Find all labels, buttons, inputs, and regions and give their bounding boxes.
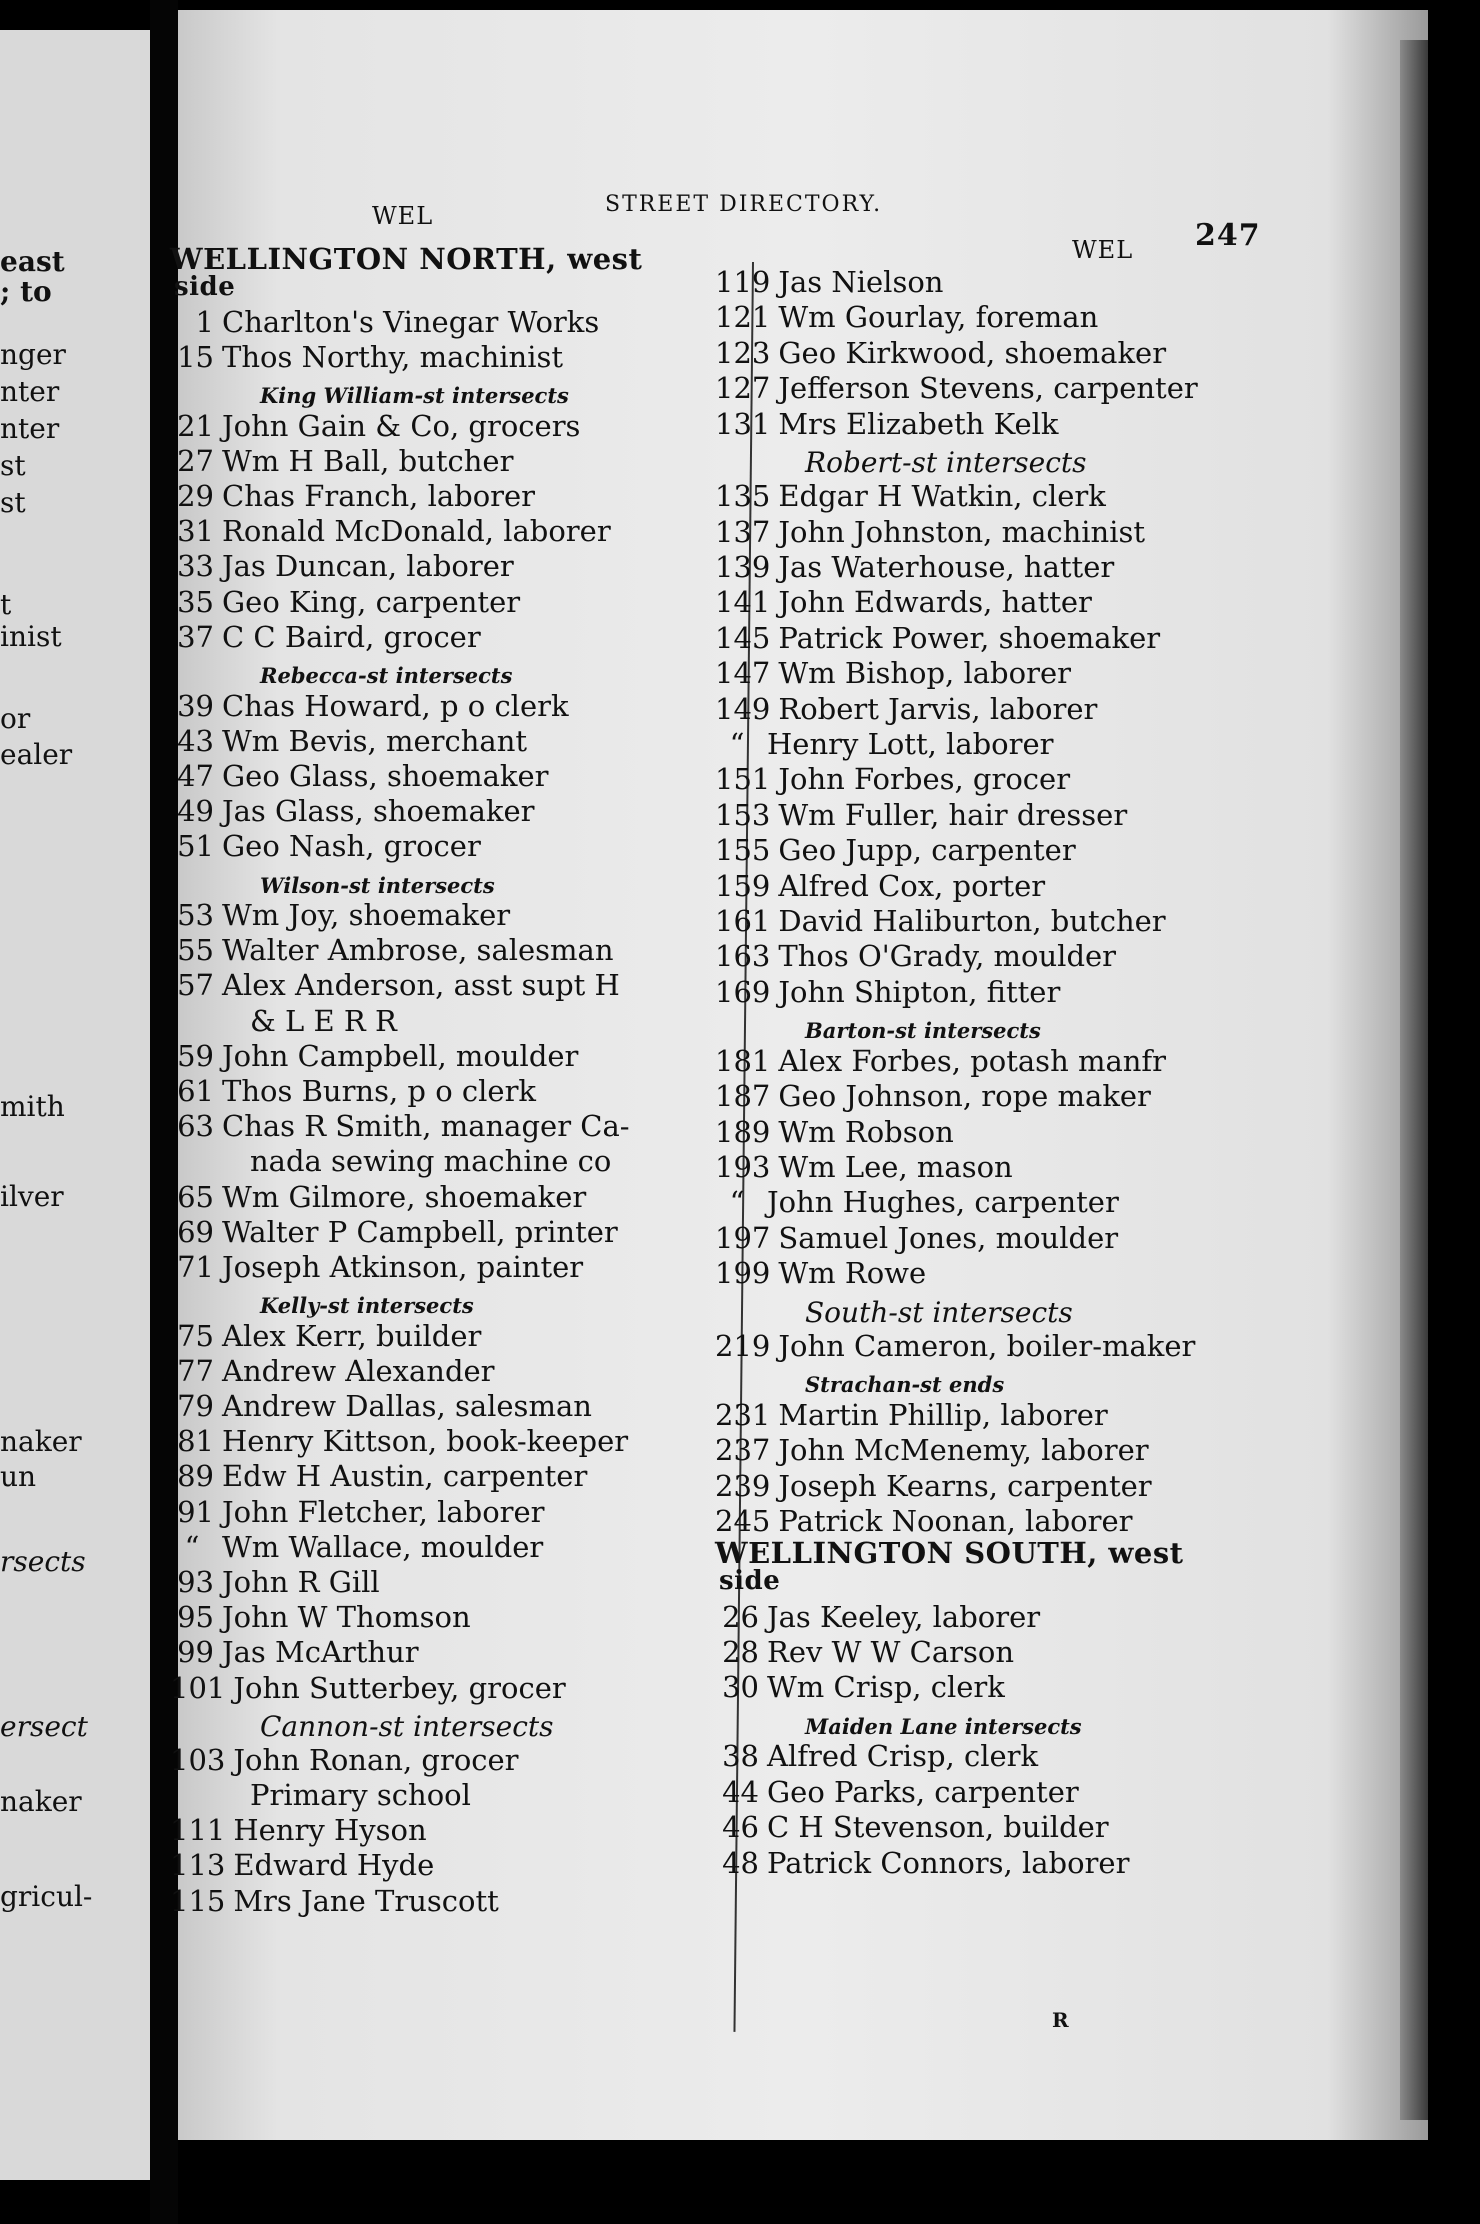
directory-entry (170, 1459, 587, 1493)
directory-entry (170, 1565, 380, 1599)
house-number: 137 (715, 514, 771, 549)
resident-name-occupation: John McMenemy, laborer (778, 1433, 1149, 1468)
street-heading-side: side (174, 272, 236, 302)
house-number: 239 (715, 1468, 771, 1503)
directory-entry (715, 515, 1145, 549)
entry-continuation: nada sewing machine co (250, 1144, 612, 1179)
directory-entry (170, 1215, 618, 1249)
resident-name-occupation: Jas McArthur (222, 1635, 419, 1670)
house-number: 237 (715, 1433, 771, 1468)
resident-name-occupation: Chas Franch, laborer (222, 479, 536, 514)
directory-entry (715, 762, 1070, 796)
resident-name-occupation: John Gain & Co, grocers (222, 408, 581, 443)
left-page-fragment: nter (0, 375, 60, 408)
resident-name-occupation: Wm Joy, shoemaker (222, 897, 511, 932)
directory-entry (715, 1044, 1166, 1078)
directory-entry (170, 1319, 481, 1353)
house-number: 113 (170, 1848, 226, 1883)
left-page-fragment: mith (0, 1090, 65, 1123)
resident-name-occupation: Wm Bishop, laborer (778, 656, 1071, 691)
left-page-fragment: t (0, 588, 12, 621)
left-page-fragment: gricul- (0, 1880, 93, 1913)
resident-name-occupation: Ronald McDonald, laborer (222, 514, 611, 549)
directory-entry (715, 371, 1198, 405)
house-number: 169 (715, 974, 771, 1009)
house-number: 61 (177, 1073, 214, 1108)
directory-entry (170, 1250, 583, 1284)
directory-entry (715, 621, 1160, 655)
directory-entry (170, 1495, 545, 1529)
resident-name-occupation: Jas Waterhouse, hatter (778, 549, 1115, 584)
house-number: 199 (715, 1256, 771, 1291)
directory-entry (170, 1389, 592, 1423)
left-page-fragment: st (0, 486, 26, 519)
house-number: 28 (722, 1634, 759, 1669)
cross-street-note: King William-st intersects (260, 383, 569, 409)
house-number: 103 (170, 1742, 226, 1777)
house-number: 159 (715, 868, 771, 903)
house-number: 33 (177, 549, 214, 584)
house-number: 43 (177, 723, 214, 758)
street-heading-title: WELLINGTON NORTH, west (170, 242, 643, 276)
resident-name-occupation: David Haliburton, butcher (778, 903, 1166, 938)
house-number: 119 (715, 265, 771, 299)
resident-name-occupation: Andrew Alexander (222, 1353, 495, 1388)
house-number: “ (729, 1185, 745, 1220)
house-number: 139 (715, 549, 771, 584)
left-page-fragment: nter (0, 412, 60, 445)
running-head-title: STREET DIRECTORY. (605, 192, 883, 217)
house-number: 161 (715, 903, 771, 938)
house-number: 231 (715, 1397, 771, 1432)
cross-street-note: South-st intersects (805, 1295, 1073, 1329)
left-page-fragment: un (0, 1460, 37, 1493)
directory-entry (715, 869, 1045, 903)
resident-name-occupation: Chas Howard, p o clerk (222, 688, 569, 723)
directory-entry (170, 898, 510, 932)
directory-entry (170, 1074, 536, 1108)
directory-entry (715, 833, 1076, 867)
left-facing-page-fragment (0, 30, 150, 2180)
resident-name-occupation: Edgar H Watkin, clerk (778, 479, 1106, 514)
street-heading (170, 242, 643, 302)
resident-name-occupation: Jas Duncan, laborer (222, 549, 514, 584)
directory-entry (170, 829, 481, 863)
resident-name-occupation: Martin Phillip, laborer (778, 1397, 1108, 1432)
house-number: 48 (722, 1845, 759, 1880)
house-number: 47 (177, 758, 214, 793)
directory-entry (170, 968, 620, 1002)
house-number: 77 (177, 1353, 214, 1388)
resident-name-occupation: Geo Johnson, rope maker (778, 1079, 1151, 1114)
resident-name-occupation: Chas R Smith, manager Ca- (222, 1109, 630, 1144)
resident-name-occupation: Alex Anderson, asst supt H (222, 968, 620, 1003)
directory-entry (170, 724, 527, 758)
house-number: 123 (715, 335, 771, 370)
house-number: 91 (177, 1494, 214, 1529)
resident-name-occupation: Thos Burns, p o clerk (222, 1073, 537, 1108)
directory-entry (715, 1433, 1149, 1467)
directory-entry (170, 759, 549, 793)
house-number: 245 (715, 1504, 771, 1538)
house-number: 95 (177, 1600, 214, 1635)
resident-name-occupation: John Fletcher, laborer (222, 1494, 545, 1529)
house-number: 131 (715, 406, 771, 441)
directory-entry (170, 1813, 427, 1847)
street-heading-title: WELLINGTON SOUTH, west (715, 1536, 1184, 1571)
resident-name-occupation: Robert Jarvis, laborer (778, 691, 1098, 726)
house-number: 27 (177, 443, 214, 478)
left-page-fragment: ilver (0, 1180, 64, 1213)
house-number: 181 (715, 1043, 771, 1078)
resident-name-occupation: Jas Keeley, laborer (767, 1599, 1041, 1634)
house-number: 30 (722, 1670, 759, 1705)
resident-name-occupation: Alfred Cox, porter (778, 868, 1046, 903)
house-number: 101 (170, 1670, 226, 1705)
house-number: 29 (177, 479, 214, 514)
resident-name-occupation: Thos O'Grady, moulder (778, 939, 1117, 974)
resident-name-occupation: Samuel Jones, moulder (778, 1220, 1119, 1255)
directory-entry (170, 409, 580, 443)
house-number: 219 (715, 1328, 771, 1363)
directory-entry (170, 1635, 419, 1669)
directory-entry (715, 1504, 1133, 1538)
directory-entry (170, 1354, 495, 1388)
resident-name-occupation: Wm Wallace, moulder (222, 1529, 544, 1564)
directory-entry (170, 585, 520, 619)
directory-entry (170, 1884, 499, 1918)
left-page-fragment: or (0, 702, 31, 735)
resident-name-occupation: John Johnston, machinist (778, 514, 1146, 549)
resident-name-occupation: C H Stevenson, builder (767, 1810, 1109, 1845)
house-number: 189 (715, 1114, 771, 1149)
resident-name-occupation: Rev W W Carson (767, 1634, 1015, 1669)
directory-entry (715, 692, 1097, 726)
left-page-fragment: nger (0, 338, 66, 371)
house-number: 149 (715, 691, 771, 726)
resident-name-occupation: Jas Nielson (778, 265, 944, 299)
resident-name-occupation: Mrs Elizabeth Kelk (778, 406, 1059, 441)
house-number: 141 (715, 585, 771, 620)
resident-name-occupation: Andrew Dallas, salesman (222, 1389, 592, 1423)
entry-continuation: Primary school (250, 1777, 471, 1812)
house-number: 49 (177, 794, 214, 829)
street-heading (715, 1536, 1184, 1597)
directory-entry (715, 1600, 1040, 1634)
house-number: 121 (715, 300, 771, 335)
directory-entry (170, 1671, 566, 1705)
running-head-left: WEL (372, 202, 434, 230)
house-number: 71 (177, 1249, 214, 1284)
directory-entry (170, 305, 599, 339)
house-number: 21 (177, 408, 214, 443)
resident-name-occupation: Henry Lott, laborer (767, 726, 1054, 761)
cross-street-note: Wilson-st intersects (260, 872, 495, 898)
left-page-fragment: inist (0, 620, 62, 653)
directory-entry (170, 620, 481, 654)
house-number: 31 (177, 514, 214, 549)
directory-entry (170, 479, 535, 513)
house-number: 115 (170, 1883, 226, 1918)
resident-name-occupation: Mrs Jane Truscott (233, 1883, 499, 1918)
house-number: 1 (195, 304, 214, 339)
left-page-fragment: east (0, 245, 65, 278)
directory-entry (715, 1670, 1005, 1704)
resident-name-occupation: Henry Kittson, book-keeper (222, 1424, 629, 1459)
resident-name-occupation: John Edwards, hatter (778, 585, 1092, 620)
house-number: 15 (177, 340, 214, 375)
directory-entry (715, 1846, 1129, 1880)
resident-name-occupation: John W Thomson (222, 1600, 471, 1635)
resident-name-occupation: Geo Parks, carpenter (767, 1774, 1079, 1809)
house-number: 59 (177, 1038, 214, 1073)
house-number: 57 (177, 968, 214, 1003)
directory-entry (715, 300, 1098, 334)
resident-name-occupation: Jas Glass, shoemaker (222, 794, 535, 829)
page-number: 247 (1195, 218, 1261, 253)
directory-entry (715, 479, 1106, 513)
house-number: 38 (722, 1739, 759, 1774)
cross-street-note: Strachan-st ends (805, 1372, 1005, 1398)
house-number: 151 (715, 762, 771, 797)
directory-entry (170, 1039, 578, 1073)
directory-entry (715, 1079, 1151, 1113)
directory-entry (715, 336, 1166, 370)
resident-name-occupation: Alfred Crisp, clerk (767, 1739, 1039, 1774)
directory-entry (715, 1810, 1109, 1844)
resident-name-occupation: Wm Bevis, merchant (222, 723, 528, 758)
directory-entry (170, 1600, 471, 1634)
resident-name-occupation: John Campbell, moulder (222, 1038, 579, 1073)
house-number: 65 (177, 1179, 214, 1214)
resident-name-occupation: John Forbes, grocer (778, 762, 1071, 797)
house-number: 75 (177, 1318, 214, 1353)
resident-name-occupation: Geo Glass, shoemaker (222, 758, 549, 793)
resident-name-occupation: John Ronan, grocer (233, 1742, 519, 1777)
directory-entry (715, 1739, 1038, 1773)
resident-name-occupation: Walter P Campbell, printer (222, 1214, 618, 1249)
directory-entry (715, 939, 1116, 973)
resident-name-occupation: Geo King, carpenter (222, 584, 521, 619)
directory-entry (715, 1221, 1118, 1255)
resident-name-occupation: Wm Gilmore, shoemaker (222, 1179, 587, 1214)
house-number: 55 (177, 933, 214, 968)
resident-name-occupation: Wm Fuller, hair dresser (778, 797, 1128, 832)
house-number: 187 (715, 1079, 771, 1114)
house-number: “ (184, 1529, 200, 1564)
resident-name-occupation: Wm Robson (778, 1114, 954, 1149)
resident-name-occupation: Edw H Austin, carpenter (222, 1459, 588, 1494)
resident-name-occupation: Geo Kirkwood, shoemaker (778, 335, 1167, 370)
cross-street-note: Robert-st intersects (805, 446, 1087, 479)
house-number: 51 (177, 829, 214, 864)
resident-name-occupation: Walter Ambrose, salesman (222, 933, 614, 968)
directory-entry (715, 1775, 1079, 1809)
entry-continuation: & L E R R (250, 1003, 397, 1038)
street-heading-side: side (719, 1566, 781, 1597)
left-page-fragment: ersect (0, 1710, 88, 1743)
cross-street-note: Barton-st intersects (805, 1018, 1041, 1044)
directory-entry (715, 550, 1114, 584)
house-number: 39 (177, 688, 214, 723)
resident-name-occupation: Patrick Connors, laborer (767, 1845, 1130, 1880)
directory-entry (170, 794, 535, 828)
directory-entry (715, 265, 943, 299)
directory-entry (715, 1185, 1119, 1219)
house-number: 46 (722, 1810, 759, 1845)
directory-entry (170, 1109, 630, 1143)
directory-entry (170, 1848, 434, 1882)
resident-name-occupation: Wm Gourlay, foreman (778, 300, 1099, 335)
directory-entry (715, 1256, 926, 1290)
house-number: “ (729, 726, 745, 761)
directory-entry (715, 975, 1060, 1009)
left-page-fragment: naker (0, 1425, 82, 1458)
directory-entry (715, 1635, 1014, 1669)
left-page-fragment: st (0, 449, 26, 482)
house-number: 155 (715, 833, 771, 868)
running-head-right: WEL (1072, 236, 1134, 264)
directory-entry (715, 727, 1054, 761)
resident-name-occupation: Joseph Atkinson, painter (222, 1249, 584, 1284)
house-number: 153 (715, 797, 771, 832)
directory-entry (715, 1150, 1013, 1184)
resident-name-occupation: Geo Nash, grocer (222, 829, 481, 864)
directory-entry (170, 340, 563, 374)
house-number: 193 (715, 1150, 771, 1184)
resident-name-occupation: Joseph Kearns, carpenter (778, 1468, 1152, 1503)
resident-name-occupation: John Hughes, carpenter (767, 1185, 1119, 1220)
house-number: 79 (177, 1389, 214, 1423)
resident-name-occupation: C C Baird, grocer (222, 619, 481, 654)
house-number: 163 (715, 939, 771, 974)
resident-name-occupation: Patrick Power, shoemaker (778, 620, 1161, 655)
directory-entry (715, 904, 1166, 938)
directory-entry (715, 1115, 954, 1149)
house-number: 93 (177, 1565, 214, 1599)
cross-street-note: Maiden Lane intersects (805, 1713, 1082, 1739)
directory-entry (170, 933, 614, 967)
directory-entry (170, 1180, 586, 1214)
house-number: 44 (722, 1774, 759, 1809)
resident-name-occupation: Wm H Ball, butcher (222, 443, 514, 478)
signature-mark: R (1052, 2008, 1069, 2032)
resident-name-occupation: Wm Rowe (778, 1256, 927, 1291)
directory-entry (715, 1329, 1195, 1363)
directory-entry (715, 585, 1092, 619)
house-number: 111 (170, 1813, 226, 1848)
house-number: 99 (177, 1635, 214, 1670)
directory-entry (170, 1530, 543, 1564)
house-number: 127 (715, 371, 771, 406)
resident-name-occupation: Charlton's Vinegar Works (222, 304, 600, 339)
directory-entry (170, 689, 569, 723)
directory-entry (170, 444, 513, 478)
directory-entry (715, 798, 1127, 832)
page-edge-shadow (1400, 40, 1428, 2120)
cross-street-note: Cannon-st intersects (260, 1709, 554, 1743)
left-page-fragment: rsects (0, 1545, 86, 1578)
left-page-fragment: naker (0, 1785, 82, 1818)
resident-name-occupation: Wm Lee, mason (778, 1150, 1013, 1184)
house-number: 26 (722, 1599, 759, 1634)
house-number: 197 (715, 1220, 771, 1255)
resident-name-occupation: John Cameron, boiler-maker (778, 1328, 1196, 1363)
left-page-fragment: ; to (0, 275, 52, 308)
house-number: 37 (177, 619, 214, 654)
house-number: 147 (715, 656, 771, 691)
house-number: 53 (177, 897, 214, 932)
resident-name-occupation: John Sutterbey, grocer (233, 1670, 566, 1705)
left-page-fragment: ealer (0, 738, 73, 771)
directory-entry (715, 1469, 1152, 1503)
resident-name-occupation: Thos Northy, machinist (222, 340, 564, 375)
directory-entry (170, 549, 514, 583)
resident-name-occupation: Wm Crisp, clerk (767, 1670, 1005, 1705)
resident-name-occupation: Geo Jupp, carpenter (778, 833, 1076, 868)
resident-name-occupation: Henry Hyson (233, 1813, 427, 1848)
house-number: 135 (715, 479, 771, 514)
directory-entry (170, 514, 611, 548)
house-number: 89 (177, 1459, 214, 1494)
house-number: 81 (177, 1424, 214, 1459)
house-number: 145 (715, 620, 771, 655)
resident-name-occupation: John R Gill (222, 1565, 380, 1599)
house-number: 63 (177, 1109, 214, 1144)
resident-name-occupation: Jefferson Stevens, carpenter (778, 371, 1198, 406)
house-number: 69 (177, 1214, 214, 1249)
resident-name-occupation: Alex Kerr, builder (222, 1318, 482, 1353)
resident-name-occupation: Alex Forbes, potash manfr (778, 1043, 1167, 1078)
resident-name-occupation: John Shipton, fitter (778, 974, 1061, 1009)
directory-entry (715, 407, 1058, 441)
directory-entry (715, 1398, 1108, 1432)
directory-entry (715, 656, 1071, 690)
resident-name-occupation: Patrick Noonan, laborer (778, 1504, 1133, 1538)
house-number: 35 (177, 584, 214, 619)
directory-entry (170, 1424, 628, 1458)
resident-name-occupation: Edward Hyde (233, 1848, 435, 1883)
cross-street-note: Rebecca-st intersects (260, 663, 513, 689)
directory-entry (170, 1743, 519, 1777)
cross-street-note: Kelly-st intersects (260, 1293, 474, 1319)
